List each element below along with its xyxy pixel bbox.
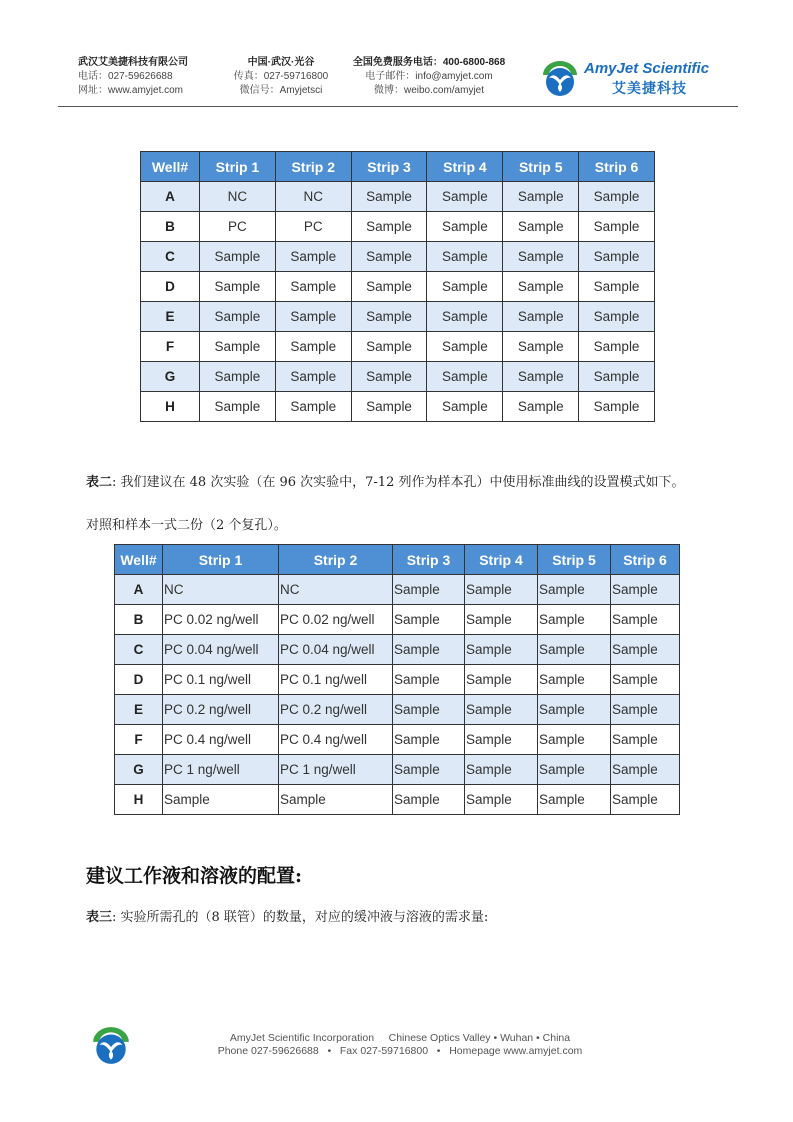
page-header (78, 56, 738, 102)
column-header: Strip 2 (275, 152, 351, 182)
table-cell: PC 0.4 ng/well (163, 725, 279, 755)
caption-text: : 实验所需孔的（8 联管）的数量，对应的缓冲液与溶液的需求量: (112, 910, 489, 925)
table-cell: NC (163, 575, 279, 605)
table-cell: Sample (538, 635, 611, 665)
table-cell: Sample (427, 242, 503, 272)
table-cell: Sample (579, 332, 655, 362)
well-label: A (141, 182, 200, 212)
table-cell: Sample (275, 362, 351, 392)
column-header: Well# (141, 152, 200, 182)
table-row (141, 362, 655, 392)
hotline: 全国免费服务电话：400-6800-868 (352, 57, 506, 68)
table-cell: Sample (200, 272, 276, 302)
table-row (115, 785, 680, 815)
column-header: Strip 4 (465, 545, 538, 575)
table-row (141, 392, 655, 422)
table-cell: PC 0.02 ng/well (279, 605, 393, 635)
table-cell: Sample (351, 242, 427, 272)
table-cell: PC 1 ng/well (163, 755, 279, 785)
table-cell: Sample (465, 635, 538, 665)
table-cell: Sample (427, 272, 503, 302)
table-cell: Sample (200, 242, 276, 272)
table-cell: PC 0.02 ng/well (163, 605, 279, 635)
footer-logo-icon (90, 1024, 132, 1066)
footer-line-1: AmyJet Scientific Incorporation Chinese Optics Valley • Wuhan • China (229, 1032, 571, 1044)
table-cell: Sample (351, 272, 427, 302)
page-footer (200, 1032, 600, 1058)
logo-text-cn: 艾美捷科技 (612, 80, 687, 96)
table-cell: Sample (279, 785, 393, 815)
table-cell: Sample (503, 302, 579, 332)
well-label: D (115, 665, 163, 695)
phone: 电话：027-59626688 (78, 71, 173, 82)
table3-caption (86, 906, 488, 925)
table-cell: Sample (200, 332, 276, 362)
table-cell: Sample (503, 392, 579, 422)
table-cell: Sample (351, 212, 427, 242)
caption-text: 对照和样本一式二份（2 个复孔）。 (86, 518, 287, 533)
table-cell: Sample (503, 332, 579, 362)
email: 电子邮件：info@amyjet.com (365, 71, 493, 82)
well-label: E (141, 302, 200, 332)
table-cell: Sample (465, 785, 538, 815)
table-cell: PC (275, 212, 351, 242)
table-cell: PC (200, 212, 276, 242)
table-row (141, 332, 655, 362)
table2-caption-continued (86, 514, 287, 533)
well-label: E (115, 695, 163, 725)
table-cell: Sample (163, 785, 279, 815)
table-row (115, 635, 680, 665)
table-cell: PC 0.1 ng/well (163, 665, 279, 695)
company-name: 武汉艾美捷科技有限公司 (78, 57, 188, 68)
table-cell: Sample (465, 725, 538, 755)
table-cell: NC (279, 575, 393, 605)
table-cell: Sample (611, 665, 680, 695)
table-header-row (141, 152, 655, 182)
well-label: C (115, 635, 163, 665)
table-cell: Sample (579, 362, 655, 392)
table-cell: Sample (611, 575, 680, 605)
table-row (115, 575, 680, 605)
header-contact-col-3 (344, 56, 514, 98)
table-row (141, 212, 655, 242)
table-cell: Sample (579, 272, 655, 302)
table-cell: Sample (538, 665, 611, 695)
table-cell: Sample (611, 695, 680, 725)
table-cell: Sample (503, 242, 579, 272)
table-cell: Sample (351, 182, 427, 212)
column-header: Strip 1 (163, 545, 279, 575)
well-label: G (115, 755, 163, 785)
table-cell: PC 0.2 ng/well (279, 695, 393, 725)
column-header: Well# (115, 545, 163, 575)
table-cell: Sample (465, 605, 538, 635)
table-cell: Sample (538, 695, 611, 725)
table-cell: NC (275, 182, 351, 212)
table-row (115, 665, 680, 695)
section-heading: 建议工作液和溶液的配置: (86, 865, 303, 887)
well-label: H (141, 392, 200, 422)
table-cell: Sample (200, 362, 276, 392)
website: 网址：www.amyjet.com (78, 85, 184, 96)
location: 中国·武汉·光谷 (247, 57, 315, 68)
table-cell: Sample (579, 392, 655, 422)
table-row (141, 302, 655, 332)
table-cell: Sample (275, 302, 351, 332)
column-header: Strip 1 (200, 152, 276, 182)
table-cell: PC 0.04 ng/well (279, 635, 393, 665)
table-cell: PC 1 ng/well (279, 755, 393, 785)
table-cell: Sample (427, 332, 503, 362)
table-cell: Sample (393, 635, 465, 665)
table-cell: Sample (393, 755, 465, 785)
well-label: D (141, 272, 200, 302)
table-row (115, 605, 680, 635)
fax: 传真：027-59716800 (233, 71, 329, 82)
table-cell: Sample (200, 392, 276, 422)
table-cell: Sample (465, 695, 538, 725)
footer-line-2: Phone 027-59626688 • Fax 027-59716800 • Homepage www.amyjet.com (217, 1045, 583, 1057)
table-cell: Sample (538, 725, 611, 755)
table-cell: Sample (351, 362, 427, 392)
table-cell: Sample (351, 302, 427, 332)
table-row (141, 272, 655, 302)
table-cell: Sample (538, 605, 611, 635)
table-cell: PC 0.2 ng/well (163, 695, 279, 725)
table-cell: Sample (611, 725, 680, 755)
wechat: 微信号：Amyjetsci (239, 85, 323, 96)
column-header: Strip 6 (579, 152, 655, 182)
table-cell: Sample (275, 242, 351, 272)
table-cell: Sample (393, 785, 465, 815)
table-row (115, 755, 680, 785)
table-cell: Sample (393, 575, 465, 605)
amyjet-logo-icon (540, 58, 580, 98)
well-label: A (115, 575, 163, 605)
caption-text: : 我们建议在 48 次实验（在 96 次实验中，7-12 列作为样本孔）中使用标准曲线的设置模式如下。 (112, 475, 685, 490)
table-cell: Sample (465, 575, 538, 605)
table-cell: Sample (427, 362, 503, 392)
well-label: B (115, 605, 163, 635)
header-divider (58, 106, 738, 107)
header-contact-col-1 (78, 56, 188, 98)
table-cell: Sample (579, 212, 655, 242)
column-header: Strip 3 (393, 545, 465, 575)
logo-text-en: AmyJet Scientific (584, 60, 710, 77)
well-label: F (141, 332, 200, 362)
table-cell: PC 0.1 ng/well (279, 665, 393, 695)
table-cell: NC (200, 182, 276, 212)
table-cell: Sample (538, 755, 611, 785)
table-cell: PC 0.04 ng/well (163, 635, 279, 665)
table-row (141, 182, 655, 212)
plate-layout-table-1 (140, 151, 655, 422)
company-logo (540, 58, 740, 98)
table-cell: Sample (200, 302, 276, 332)
column-header: Strip 6 (611, 545, 680, 575)
table-cell: Sample (275, 272, 351, 302)
table-cell: Sample (393, 725, 465, 755)
table-cell: Sample (538, 785, 611, 815)
caption-label: 表二 (86, 475, 113, 490)
plate-layout-table-2 (114, 544, 680, 815)
header-contact-col-2 (226, 56, 336, 98)
table-cell: Sample (275, 392, 351, 422)
table-cell: Sample (503, 182, 579, 212)
column-header: Strip 3 (351, 152, 427, 182)
table-cell: Sample (393, 695, 465, 725)
table-cell: Sample (611, 635, 680, 665)
table-cell: Sample (427, 182, 503, 212)
table-cell: Sample (503, 362, 579, 392)
column-header: Strip 5 (503, 152, 579, 182)
column-header: Strip 2 (279, 545, 393, 575)
well-label: B (141, 212, 200, 242)
table-cell: Sample (427, 302, 503, 332)
table2-caption (86, 471, 684, 490)
table-row (115, 695, 680, 725)
table-cell: Sample (611, 605, 680, 635)
table-cell: Sample (611, 785, 680, 815)
table-cell: Sample (465, 665, 538, 695)
weibo: 微博：weibo.com/amyjet (373, 85, 485, 96)
table-cell: Sample (503, 272, 579, 302)
table-cell: Sample (579, 182, 655, 212)
table-cell: Sample (579, 242, 655, 272)
table-cell: Sample (465, 755, 538, 785)
table-cell: Sample (503, 212, 579, 242)
well-label: G (141, 362, 200, 392)
table-cell: Sample (351, 332, 427, 362)
table-header-row (115, 545, 680, 575)
well-label: H (115, 785, 163, 815)
table-cell: Sample (611, 755, 680, 785)
table-cell: Sample (427, 392, 503, 422)
table-cell: Sample (427, 212, 503, 242)
table-row (141, 242, 655, 272)
table-cell: Sample (393, 665, 465, 695)
well-label: F (115, 725, 163, 755)
table-cell: Sample (538, 575, 611, 605)
table-cell: Sample (393, 605, 465, 635)
table-cell: Sample (275, 332, 351, 362)
caption-label: 表三 (86, 910, 113, 925)
table-row (115, 725, 680, 755)
table-cell: Sample (351, 392, 427, 422)
column-header: Strip 4 (427, 152, 503, 182)
table-cell: PC 0.4 ng/well (279, 725, 393, 755)
well-label: C (141, 242, 200, 272)
column-header: Strip 5 (538, 545, 611, 575)
table-cell: Sample (579, 302, 655, 332)
